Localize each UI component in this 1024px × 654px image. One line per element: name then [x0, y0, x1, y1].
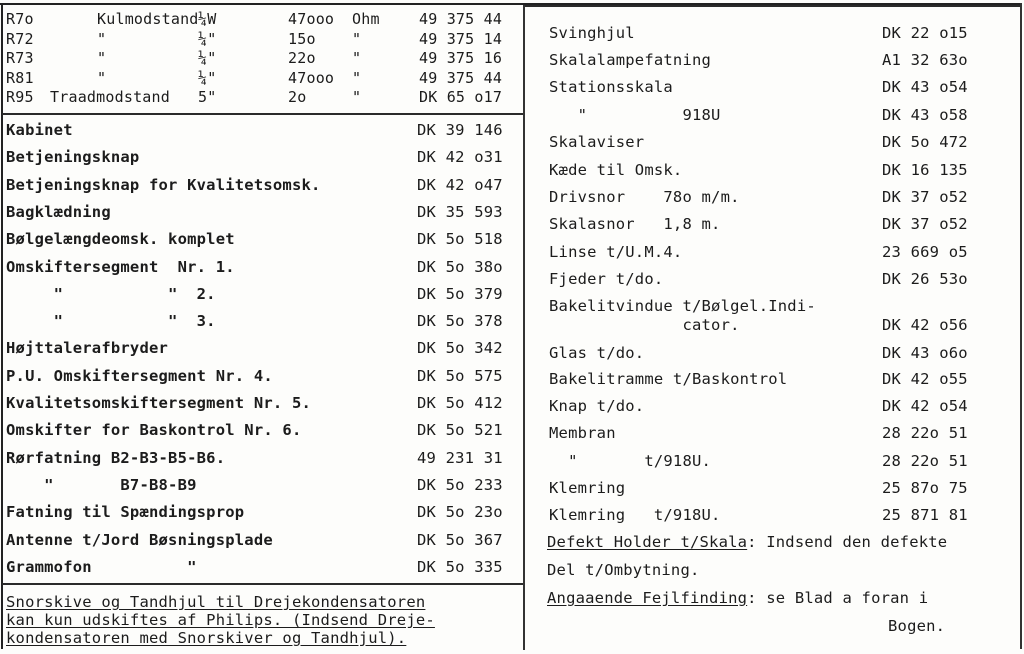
note-text: Bogen.: [888, 617, 946, 635]
part-number: DK 5o 412: [417, 394, 503, 412]
note-line: kondensatoren med Snorskiver og Tandhjul).: [6, 629, 407, 647]
part-name: Bølgelængdeomsk. komplet: [6, 230, 235, 249]
resistor-value: 47ooo: [288, 10, 335, 28]
part-name: Højttalerafbryder: [6, 339, 169, 358]
left-note-divider: [2, 583, 523, 585]
resistor-value: 15o: [288, 29, 316, 48]
part-number: DK 5o 335: [417, 557, 503, 576]
resistor-part-number: 49 375 44: [419, 68, 503, 87]
part-name: Betjeningsknap: [6, 148, 140, 167]
column-divider: [523, 5, 525, 650]
part-number: DK 42 o54: [882, 397, 968, 415]
part-name: Membran: [549, 424, 616, 442]
part-number: DK 16 135: [882, 161, 968, 179]
part-number: DK 42 o56: [882, 316, 968, 334]
note-line: [547, 561, 700, 579]
note-text: : se Blad a foran i: [747, 589, 929, 607]
part-number: DK 22 o15: [882, 24, 968, 42]
part-number: DK 42 o47: [417, 175, 503, 194]
part-number: DK 42 o31: [417, 148, 503, 167]
part-number: 28 22o 51: [882, 452, 968, 470]
note-line: Snorskive og Tandhjul til Drejekondensatoren: [6, 593, 426, 611]
part-name: " " 3.: [6, 312, 216, 331]
part-number: DK 26 53o: [882, 270, 968, 288]
part-name: Svinghjul: [549, 24, 635, 42]
part-number: A1 32 63o: [882, 51, 968, 69]
resistor-part-number: DK 65 o17: [419, 88, 503, 106]
part-number: DK 39 146: [417, 121, 503, 139]
part-name: Klemring t/918U.: [549, 506, 721, 524]
part-name: P.U. Omskiftersegment Nr. 4.: [6, 366, 273, 385]
part-name: Omskifter for Baskontrol Nr. 6.: [6, 421, 302, 440]
part-number: DK 35 593: [417, 202, 503, 221]
part-name: Bakelitvindue t/Bølgel.Indi-: [549, 297, 816, 315]
resistor-watt: ¼": [198, 29, 217, 48]
part-number: DK 5o 518: [417, 230, 503, 249]
resistor-value: 47ooo: [288, 68, 335, 87]
part-name: Fatning til Spændingsprop: [6, 503, 245, 522]
part-number: DK 5o 342: [417, 339, 503, 358]
resistor-value: 22o: [288, 49, 316, 67]
resistor-unit: ": [352, 68, 362, 87]
part-name: " " 2.: [6, 284, 216, 303]
resistor-code: R73: [6, 49, 34, 67]
resistor-name: ": [97, 29, 107, 48]
part-name: Knap t/do.: [549, 397, 645, 415]
resistor-watt: ¼W: [198, 10, 217, 28]
part-name: Skalasnor 1,8 m.: [549, 215, 721, 233]
part-name: Glas t/do.: [549, 344, 645, 362]
note-label: Defekt Holder t/Skala: [547, 533, 748, 551]
resistor-unit: ": [352, 88, 362, 106]
right-top-rule: [525, 5, 1020, 7]
part-name: cator.: [549, 316, 740, 334]
resistor-name: Kulmodstand: [97, 10, 199, 28]
resistor-code: R95: [6, 88, 34, 106]
part-number: DK 43 o54: [882, 78, 968, 96]
part-name: Betjeningsknap for Kvalitetsomsk.: [6, 175, 321, 194]
note-text: : Indsend den defekte: [747, 533, 948, 551]
part-name: " B7-B8-B9: [6, 475, 197, 494]
part-number: DK 5o 367: [417, 530, 503, 549]
part-number: DK 5o 379: [417, 284, 503, 303]
part-number: DK 5o 23o: [417, 503, 503, 522]
part-name: Grammofon ": [6, 557, 197, 576]
note-label: Angaaende Fejlfinding: [547, 589, 748, 607]
part-name: Klemring: [549, 479, 626, 497]
part-name: Linse t/U.M.4.: [549, 243, 683, 261]
part-number: DK 5o 472: [882, 133, 968, 151]
part-number: DK 42 o55: [882, 370, 968, 388]
resistor-unit: Ohm: [352, 10, 380, 28]
part-name: " t/918U.: [549, 452, 712, 470]
resistor-name: ": [97, 49, 107, 67]
part-name: Stationsskala: [549, 78, 673, 96]
resistor-code: R7o: [6, 10, 34, 28]
resistor-value: 2o: [288, 88, 307, 106]
part-number: 49 231 31: [417, 448, 503, 467]
resistor-unit: ": [352, 49, 362, 67]
part-number: DK 43 o58: [882, 106, 968, 124]
part-name: Kæde til Omsk.: [549, 161, 683, 179]
part-name: Skalaviser: [549, 133, 645, 151]
resistor-part-number: 49 375 14: [419, 29, 503, 48]
part-number: DK 5o 378: [417, 312, 503, 331]
part-name: Antenne t/Jord Bøsningsplade: [6, 530, 273, 549]
resistor-code: R81: [6, 68, 34, 87]
part-name: Omskiftersegment Nr. 1.: [6, 257, 235, 276]
part-name: Bakelitramme t/Baskontrol: [549, 370, 788, 388]
part-number: DK 5o 38o: [417, 257, 503, 276]
resistor-name: Traadmodstand: [50, 88, 170, 106]
part-number: DK 5o 521: [417, 421, 503, 440]
part-number: DK 5o 233: [417, 475, 503, 494]
part-name: Kabinet: [6, 121, 73, 139]
note-line: [547, 533, 947, 551]
part-number: 23 669 o5: [882, 243, 968, 261]
resistor-watt: ¼": [198, 68, 217, 87]
part-number: 28 22o 51: [882, 424, 968, 442]
note-line: kan kun udskiftes af Philips. (Indsend Dreje-: [6, 611, 435, 629]
resistor-table-divider: [2, 113, 523, 115]
part-number: DK 37 o52: [882, 188, 968, 206]
resistor-part-number: 49 375 16: [419, 49, 503, 67]
resistor-part-number: 49 375 44: [419, 10, 503, 28]
resistor-watt: ¼": [198, 49, 217, 67]
part-name: Drivsnor 78o m/m.: [549, 188, 740, 206]
note-line: [888, 617, 945, 635]
resistor-code: R72: [6, 29, 34, 48]
part-number: 25 871 81: [882, 506, 968, 524]
note-line: [547, 589, 928, 607]
part-number: DK 37 o52: [882, 215, 968, 233]
part-number: 25 87o 75: [882, 479, 968, 497]
part-number: DK 5o 575: [417, 366, 503, 385]
part-name: Kvalitetsomskiftersegment Nr. 5.: [6, 394, 312, 412]
part-name: Bagklædning: [6, 202, 111, 221]
part-number: DK 43 o6o: [882, 344, 968, 362]
part-name: " 918U: [549, 106, 721, 124]
right-border: [1020, 3, 1022, 649]
note-text: Del t/Ombytning.: [547, 561, 700, 579]
part-name: Rørfatning B2-B3-B5-B6.: [6, 448, 226, 467]
part-name: Fjeder t/do.: [549, 270, 664, 288]
resistor-unit: ": [352, 29, 362, 48]
resistor-watt: 5": [198, 88, 217, 106]
part-name: Skalalampefatning: [549, 51, 712, 69]
resistor-name: ": [97, 68, 107, 87]
left-border: [1, 3, 3, 649]
